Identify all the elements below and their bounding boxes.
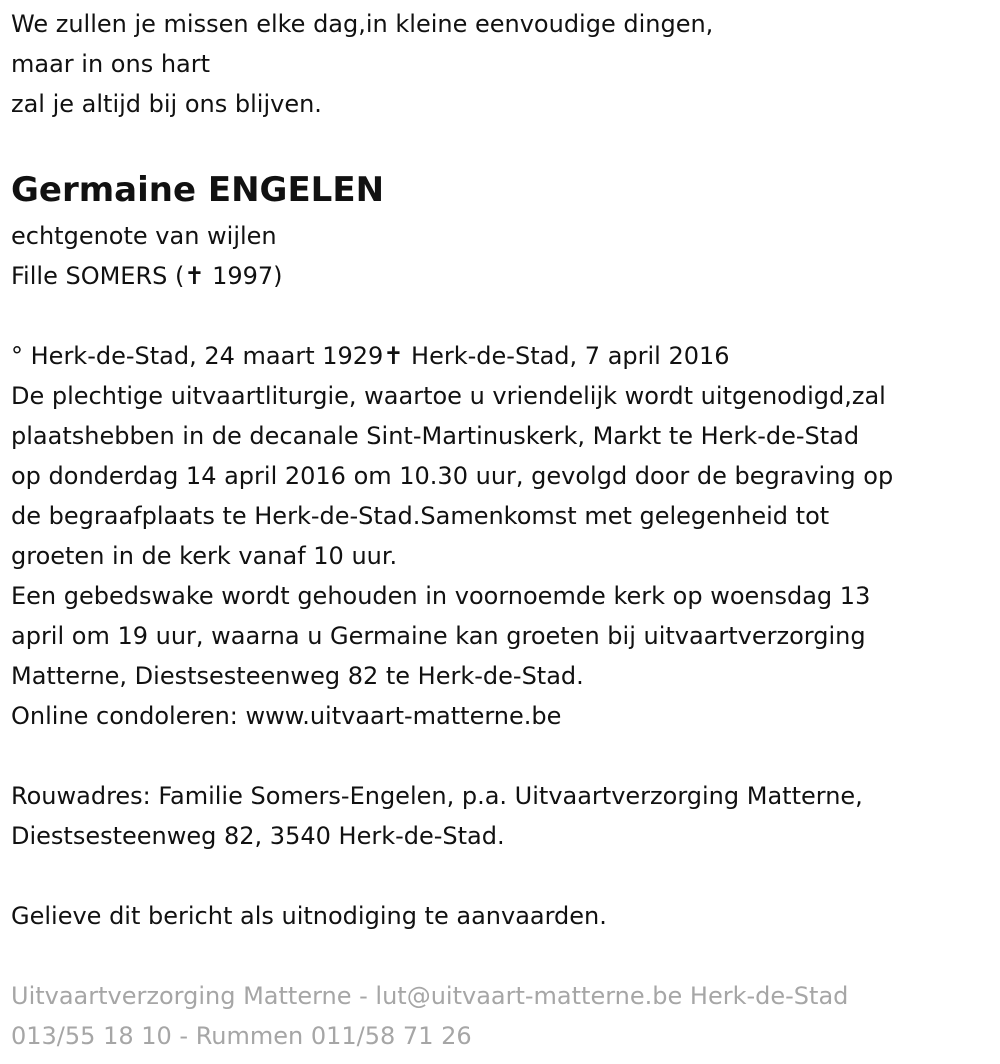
details-line: De plechtige uitvaartliturgie, waartoe u vriendelijk wordt uitgenodigd,zal [11,382,886,410]
poem-line: We zullen je missen elke dag,in kleine eenvoudige dingen, [11,10,714,38]
poem-line: zal je altijd bij ons blijven. [11,90,322,118]
relation-line: Fille SOMERS (✝ 1997) [11,262,283,290]
details-line: groeten in de kerk vanaf 10 uur. [11,542,398,570]
footer-block [11,976,991,1056]
spacer [11,296,991,336]
details-line: Matterne, Diestsesteenweg 82 te Herk-de-Stad. [11,662,584,690]
obituary-notice [11,4,991,1056]
details-line: april om 19 uur, waarna u Germaine kan groeten bij uitvaartverzorging [11,622,866,650]
poem-block [11,4,991,124]
spacer [11,856,991,896]
details-block [11,336,991,736]
deceased-name: Germaine ENGELEN [11,170,385,210]
details-line: op donderdag 14 april 2016 om 10.30 uur, gevolgd door de begraving op [11,462,894,490]
birth-death-line: ° Herk-de-Stad, 24 maart 1929✝ Herk-de-Stad, 7 april 2016 [11,342,730,370]
relation-line: echtgenote van wijlen [11,222,277,250]
footer-line: Uitvaartverzorging Matterne - lut@uitvaart-matterne.be Herk-de-Stad [11,982,849,1010]
address-block [11,776,991,856]
spacer [11,124,991,164]
footer-line: 013/55 18 10 - Rummen 011/58 71 26 [11,1022,472,1050]
details-line: Een gebedswake wordt gehouden in voornoemde kerk op woensdag 13 [11,582,871,610]
spacer [11,736,991,776]
closing-line: Gelieve dit bericht als uitnodiging te aanvaarden. [11,902,607,930]
address-line: Diestsesteenweg 82, 3540 Herk-de-Stad. [11,822,505,850]
poem-line: maar in ons hart [11,50,211,78]
condolence-line: Online condoleren: www.uitvaart-matterne.be [11,702,562,730]
spacer [11,936,991,976]
details-line: plaatshebben in de decanale Sint-Martinuskerk, Markt te Herk-de-Stad [11,422,860,450]
address-line: Rouwadres: Familie Somers-Engelen, p.a. Uitvaartverzorging Matterne, [11,782,863,810]
details-line: de begraafplaats te Herk-de-Stad.Samenkomst met gelegenheid tot [11,502,830,530]
